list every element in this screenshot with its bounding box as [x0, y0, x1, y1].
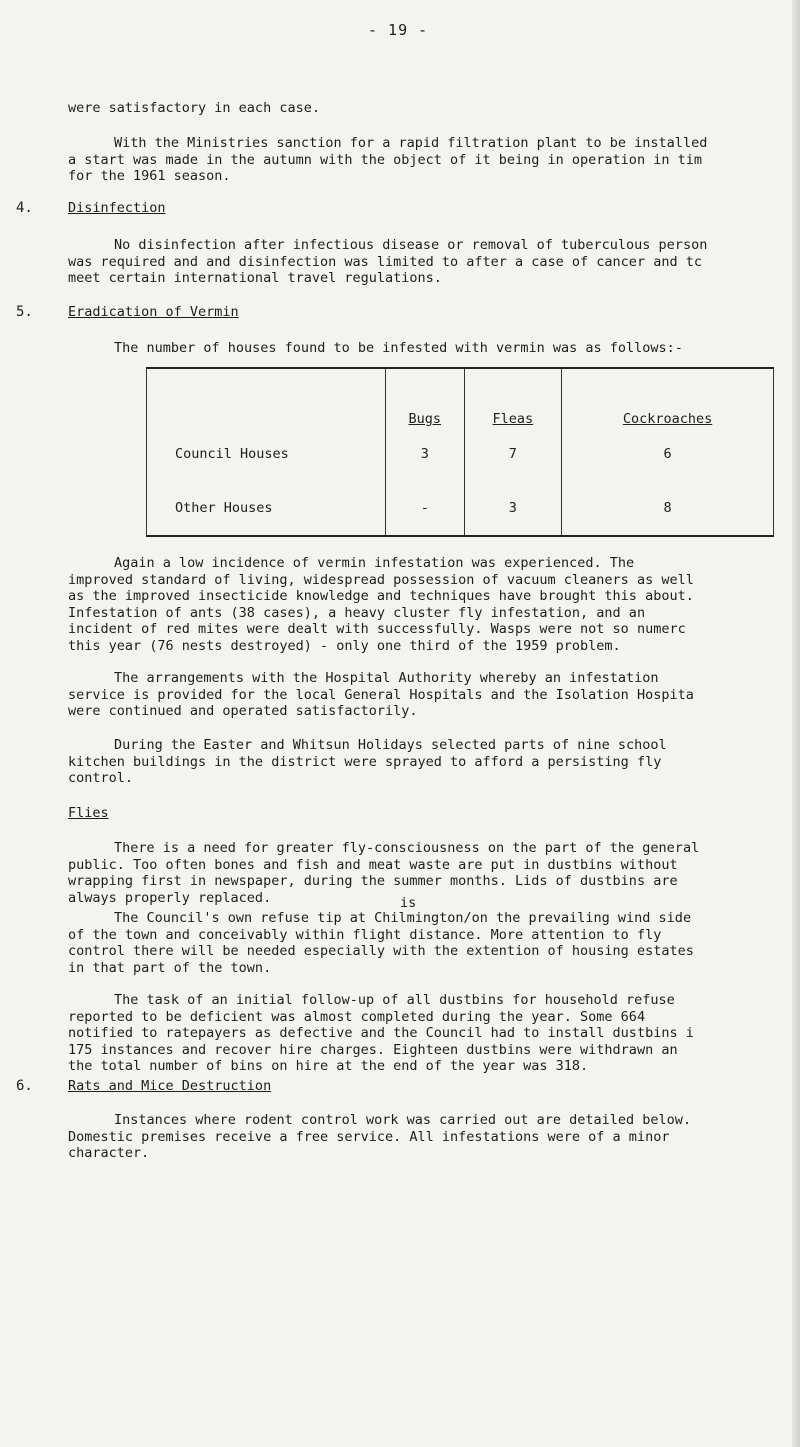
paragraph-school-kitchens: During the Easter and Whitsun Holidays selected parts of nine school kitchen buildings in the district were sprayed to afford a persisting fly control. [68, 737, 667, 786]
table-cell: 8 [562, 481, 774, 536]
table-cell: 3 [386, 428, 465, 482]
heading-rats-and-mice: Rats and Mice Destruction [68, 1078, 272, 1094]
table-row [147, 481, 774, 536]
heading-eradication-of-vermin: Eradication of Vermin [68, 304, 239, 320]
page-number: - 19 - [368, 21, 429, 39]
table-cell: - [386, 481, 465, 536]
paragraph-vermin-intro: The number of houses found to be infested with vermin was as follows:- [114, 340, 683, 356]
paragraph-low-incidence: Again a low incidence of vermin infestation was experienced. The improved standard of living, widespread possession of vacuum cleaners as well as the improved insecticide knowledge and techniques have brought this about. Infestation of ants (38 cases), a heavy cluster fly infestation, and an incident of red mites were dealt with successfully. Wasps were not so numerc this year (76 nests destroyed) - only one third of the 1959 problem. [68, 555, 694, 654]
heading-disinfection: Disinfection [68, 200, 166, 216]
paragraph-rodent-control: Instances where rodent control work was carried out are detailed below. Domestic premises receive a free service. All infestations were of a minor character. [68, 1112, 692, 1161]
paragraph-dustbin-follow-up: The task of an initial follow-up of all dustbins for household refuse reported to be deficient was almost completed during the year. Some 664 notified to ratepayers as defective and the Council had to install dustbins i 175 instances and recover hire charges. Eighteen dustbins were withdrawn an the total number of bins on hire at the end of the year was 318. [68, 992, 694, 1074]
page-edge-shadow [792, 0, 800, 1447]
paragraph-fly-consciousness: There is a need for greater fly-consciousness on the part of the general public. Too often bones and fish and meat waste are put in dustbins without wrapping first in newspaper, during the summer months. Lids of dustbins are always properly replaced. [68, 840, 700, 906]
heading-flies: Flies [68, 805, 109, 821]
paragraph-refuse-tip: The Council's own refuse tip at Chilmington/on the prevailing wind side of the town and conceivably within flight distance. More attention to fly control there will be needed especially with the extention of housing estates in that part of the town. [68, 910, 694, 976]
paragraph-hospital-arrangements: The arrangements with the Hospital Authority whereby an infestation service is provided for the local General Hospitals and the Isolation Hospita were continued and operated satisfactorily. [68, 670, 694, 719]
handwritten-insert-is: is [400, 895, 417, 911]
table-row [147, 428, 774, 482]
section-number-6: 6. [16, 1078, 33, 1094]
table-header-fleas: Fleas [464, 368, 562, 428]
table-cell: 7 [464, 428, 562, 482]
table-cell: Other Houses [147, 481, 386, 536]
paragraph-satisfactory: were satisfactory in each case. [68, 100, 320, 116]
table-header-blank [147, 368, 386, 428]
table-cell: 6 [562, 428, 774, 482]
table-header-bugs: Bugs [386, 368, 465, 428]
section-number-5: 5. [16, 304, 33, 320]
table-cell: Council Houses [147, 428, 386, 482]
paragraph-filtration-plant: With the Ministries sanction for a rapid filtration plant to be installed a start was made in the autumn with the object of it being in operation in tim for the 1961 season. [68, 135, 708, 184]
section-number-4: 4. [16, 200, 33, 216]
paragraph-disinfection: No disinfection after infectious disease or removal of tuberculous person was required and and disinfection was limited to after a case of cancer and tc meet certain international travel regulations. [68, 237, 708, 286]
table-header-cockroaches: Cockroaches [562, 368, 774, 428]
table-cell: 3 [464, 481, 562, 536]
table-header-row [147, 368, 774, 428]
vermin-infestation-table [146, 367, 774, 537]
